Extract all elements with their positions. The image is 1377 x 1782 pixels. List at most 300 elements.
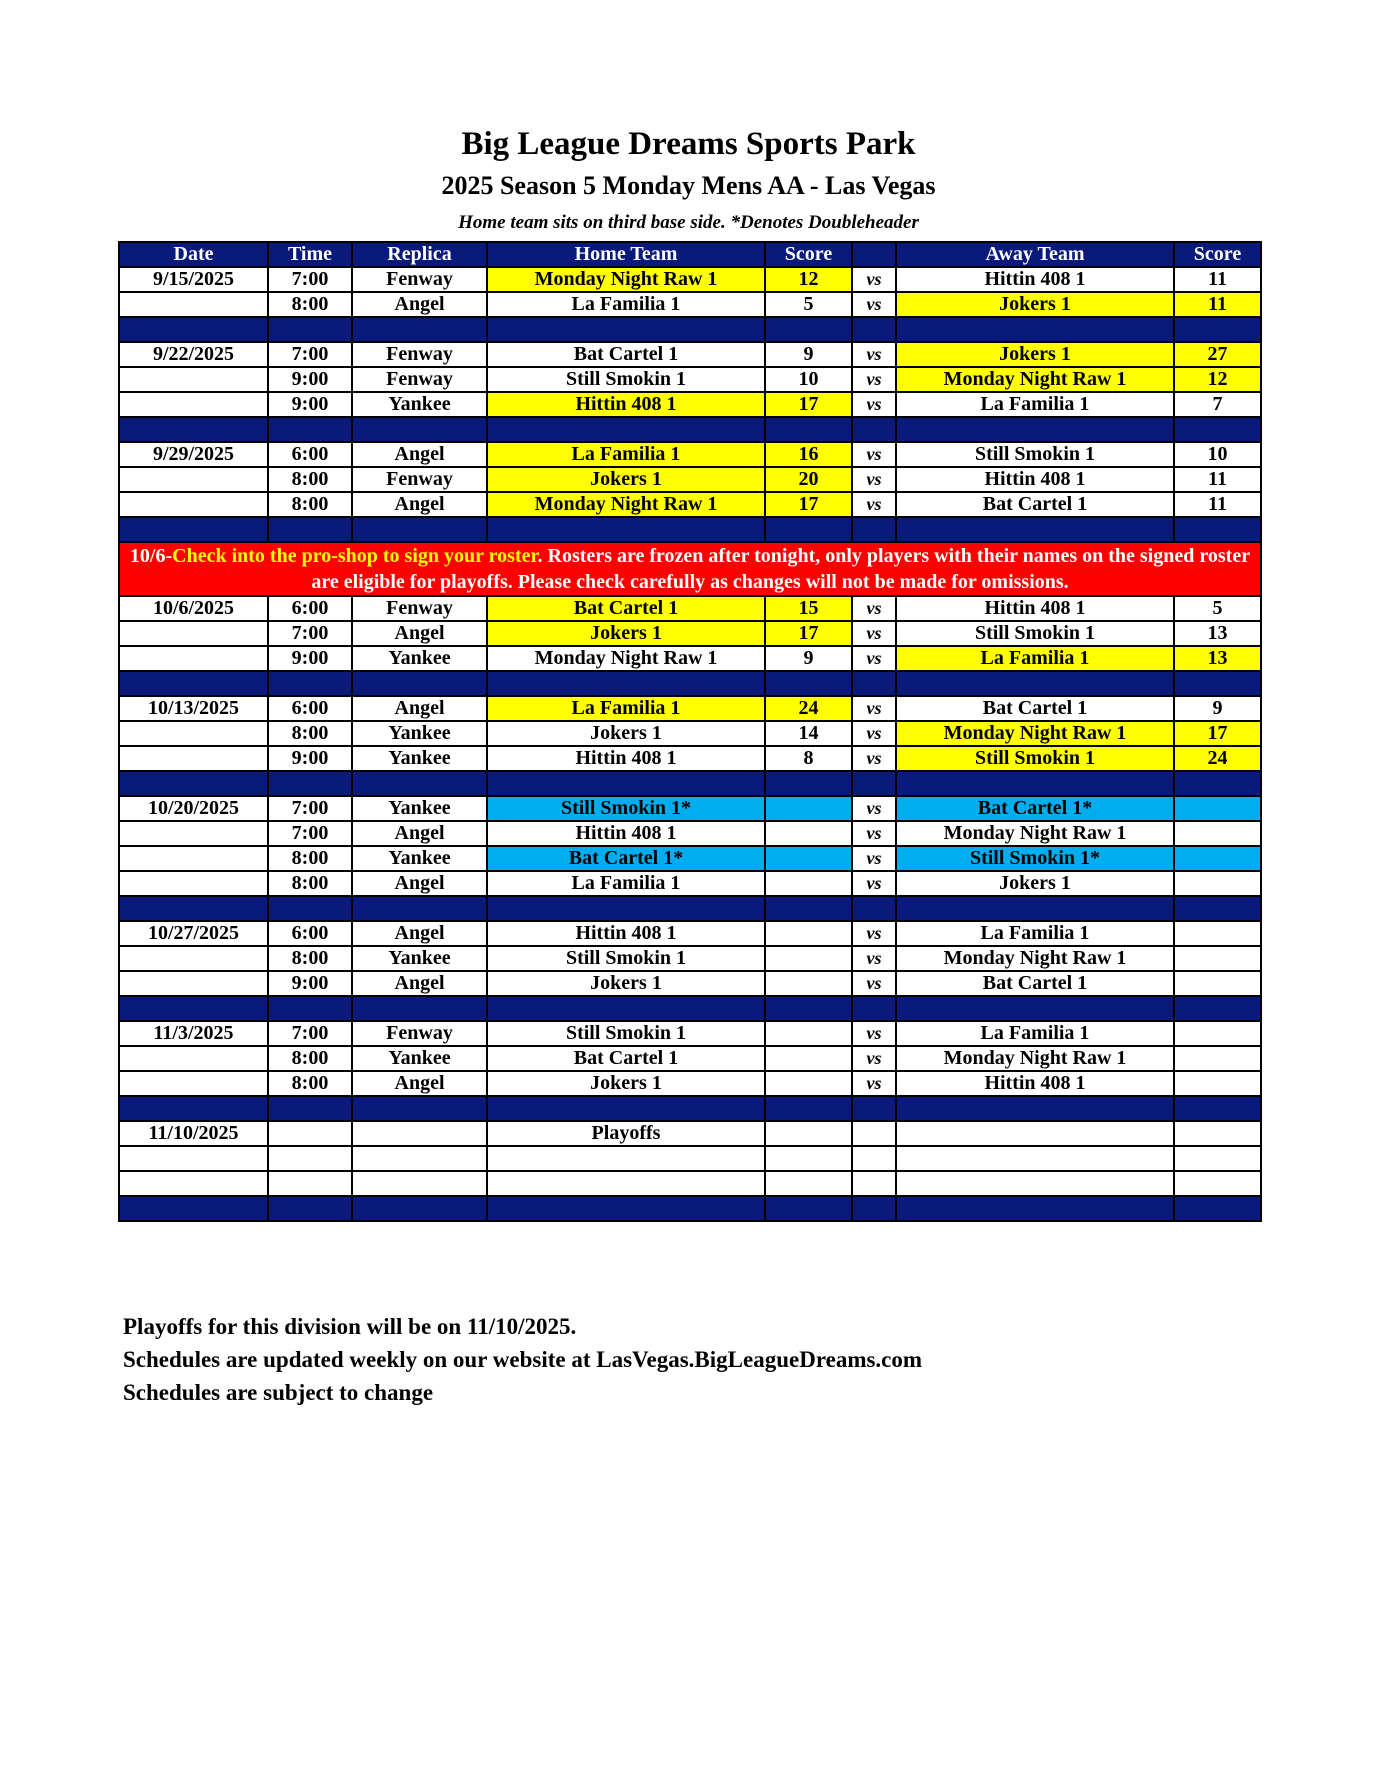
- separator-cell: [268, 317, 352, 342]
- date-cell: [119, 846, 268, 871]
- date-cell: [119, 1171, 268, 1196]
- separator-cell: [852, 896, 896, 921]
- vs-cell: vs: [852, 492, 896, 517]
- home-score-cell: 8: [765, 746, 852, 771]
- vs-cell: vs: [852, 971, 896, 996]
- game-row: [119, 442, 1261, 467]
- home-score-cell: 9: [765, 342, 852, 367]
- time-cell: [268, 1171, 352, 1196]
- away-team-cell: [896, 1121, 1174, 1146]
- away-team-cell: Monday Night Raw 1: [896, 1046, 1174, 1071]
- separator-row: [119, 771, 1261, 796]
- time-cell: 8:00: [268, 871, 352, 896]
- replica-cell: Angel: [352, 492, 487, 517]
- notice-text: . Rosters are frozen after tonight, only players with their names on the signed roster are eligible for playoffs. Please check carefully as changes will not be made for omissions.: [311, 545, 1251, 593]
- date-cell: [119, 292, 268, 317]
- replica-cell: Angel: [352, 821, 487, 846]
- date-cell: [119, 492, 268, 517]
- vs-cell: vs: [852, 1071, 896, 1096]
- away-team-cell: Bat Cartel 1*: [896, 796, 1174, 821]
- time-cell: 8:00: [268, 946, 352, 971]
- game-row: [119, 721, 1261, 746]
- home-score-cell: [765, 796, 852, 821]
- vs-cell: vs: [852, 442, 896, 467]
- vs-cell: vs: [852, 292, 896, 317]
- away-team-cell: [896, 1171, 1174, 1196]
- home-score-cell: 15: [765, 596, 852, 621]
- separator-cell: [896, 1196, 1174, 1221]
- game-row: [119, 596, 1261, 621]
- time-cell: 7:00: [268, 267, 352, 292]
- separator-cell: [765, 317, 852, 342]
- time-cell: 9:00: [268, 646, 352, 671]
- column-header-home-team: Home Team: [487, 242, 765, 267]
- footer-line-playoffs: Playoffs for this division will be on 11/10/2025.: [123, 1314, 577, 1339]
- game-row: [119, 846, 1261, 871]
- game-row: [119, 971, 1261, 996]
- column-header-away-team: Away Team: [896, 242, 1174, 267]
- away-score-cell: 5: [1174, 596, 1261, 621]
- time-cell: 9:00: [268, 367, 352, 392]
- home-score-cell: [765, 946, 852, 971]
- separator-row: [119, 1196, 1261, 1221]
- away-score-cell: [1174, 871, 1261, 896]
- away-team-cell: Monday Night Raw 1: [896, 946, 1174, 971]
- replica-cell: Fenway: [352, 467, 487, 492]
- page-title: Big League Dreams Sports Park: [461, 126, 916, 162]
- separator-cell: [896, 671, 1174, 696]
- schedule-table: [118, 241, 1262, 1222]
- time-cell: 8:00: [268, 467, 352, 492]
- replica-cell: [352, 1121, 487, 1146]
- separator-cell: [119, 996, 268, 1021]
- home-team-cell: Jokers 1: [487, 971, 765, 996]
- home-team-cell: La Familia 1: [487, 871, 765, 896]
- date-cell: [119, 821, 268, 846]
- column-header-time: Time: [268, 242, 352, 267]
- replica-cell: Yankee: [352, 846, 487, 871]
- replica-cell: Angel: [352, 871, 487, 896]
- table-row: [119, 1121, 1261, 1146]
- vs-cell: vs: [852, 646, 896, 671]
- away-score-cell: 9: [1174, 696, 1261, 721]
- home-score-cell: 14: [765, 721, 852, 746]
- vs-cell: vs: [852, 621, 896, 646]
- time-cell: 6:00: [268, 921, 352, 946]
- game-row: [119, 367, 1261, 392]
- time-cell: 6:00: [268, 442, 352, 467]
- away-score-cell: [1174, 1046, 1261, 1071]
- time-cell: 6:00: [268, 696, 352, 721]
- replica-cell: Angel: [352, 621, 487, 646]
- date-cell: [119, 746, 268, 771]
- replica-cell: Fenway: [352, 367, 487, 392]
- table-header-row: [119, 242, 1261, 267]
- game-row: [119, 1021, 1261, 1046]
- separator-cell: [268, 671, 352, 696]
- separator-row: [119, 996, 1261, 1021]
- vs-cell: vs: [852, 342, 896, 367]
- home-team-cell: La Familia 1: [487, 696, 765, 721]
- vs-cell: vs: [852, 846, 896, 871]
- vs-cell: vs: [852, 746, 896, 771]
- vs-cell: vs: [852, 367, 896, 392]
- replica-cell: [352, 1146, 487, 1171]
- home-score-cell: 12: [765, 267, 852, 292]
- replica-cell: Fenway: [352, 342, 487, 367]
- date-cell: 10/6/2025: [119, 596, 268, 621]
- game-row: [119, 646, 1261, 671]
- separator-cell: [765, 1096, 852, 1121]
- separator-cell: [487, 317, 765, 342]
- date-cell: 10/27/2025: [119, 921, 268, 946]
- date-cell: [119, 1046, 268, 1071]
- away-score-cell: 10: [1174, 442, 1261, 467]
- separator-cell: [896, 996, 1174, 1021]
- column-header-replica: Replica: [352, 242, 487, 267]
- separator-cell: [268, 1096, 352, 1121]
- home-team-cell: La Familia 1: [487, 292, 765, 317]
- separator-cell: [119, 1196, 268, 1221]
- away-team-cell: Still Smokin 1: [896, 442, 1174, 467]
- vs-cell: vs: [852, 267, 896, 292]
- time-cell: 8:00: [268, 292, 352, 317]
- column-header-away-score: Score: [1174, 242, 1261, 267]
- vs-cell: vs: [852, 392, 896, 417]
- vs-cell: vs: [852, 821, 896, 846]
- page-note: Home team sits on third base side. *Denotes Doubleheader: [458, 212, 919, 233]
- game-row: [119, 342, 1261, 367]
- separator-cell: [352, 417, 487, 442]
- away-score-cell: 12: [1174, 367, 1261, 392]
- separator-row: [119, 317, 1261, 342]
- home-team-cell: Monday Night Raw 1: [487, 267, 765, 292]
- time-cell: 8:00: [268, 1071, 352, 1096]
- separator-cell: [852, 996, 896, 1021]
- separator-cell: [852, 1096, 896, 1121]
- replica-cell: Angel: [352, 921, 487, 946]
- date-cell: 9/29/2025: [119, 442, 268, 467]
- vs-cell: vs: [852, 1021, 896, 1046]
- home-score-cell: [765, 921, 852, 946]
- away-score-cell: 11: [1174, 267, 1261, 292]
- time-cell: 7:00: [268, 796, 352, 821]
- replica-cell: Angel: [352, 1071, 487, 1096]
- separator-cell: [119, 417, 268, 442]
- separator-row: [119, 896, 1261, 921]
- away-score-cell: 11: [1174, 467, 1261, 492]
- separator-cell: [352, 771, 487, 796]
- away-score-cell: 13: [1174, 646, 1261, 671]
- separator-cell: [852, 771, 896, 796]
- separator-cell: [487, 1196, 765, 1221]
- home-team-cell: Hittin 408 1: [487, 746, 765, 771]
- separator-cell: [765, 417, 852, 442]
- separator-row: [119, 417, 1261, 442]
- replica-cell: Yankee: [352, 721, 487, 746]
- home-score-cell: [765, 1171, 852, 1196]
- home-team-cell: Hittin 408 1: [487, 821, 765, 846]
- away-score-cell: [1174, 846, 1261, 871]
- away-team-cell: La Familia 1: [896, 392, 1174, 417]
- separator-cell: [896, 896, 1174, 921]
- home-score-cell: 10: [765, 367, 852, 392]
- separator-cell: [1174, 996, 1261, 1021]
- replica-cell: Angel: [352, 971, 487, 996]
- replica-cell: Fenway: [352, 267, 487, 292]
- replica-cell: Yankee: [352, 1046, 487, 1071]
- separator-cell: [765, 671, 852, 696]
- separator-cell: [1174, 771, 1261, 796]
- time-cell: 6:00: [268, 596, 352, 621]
- time-cell: 8:00: [268, 492, 352, 517]
- separator-cell: [852, 417, 896, 442]
- home-team-cell: Still Smokin 1*: [487, 796, 765, 821]
- separator-row: [119, 671, 1261, 696]
- away-team-cell: Monday Night Raw 1: [896, 721, 1174, 746]
- away-team-cell: Hittin 408 1: [896, 467, 1174, 492]
- vs-cell: vs: [852, 696, 896, 721]
- away-team-cell: Jokers 1: [896, 342, 1174, 367]
- separator-cell: [852, 1196, 896, 1221]
- home-team-cell: Bat Cartel 1: [487, 342, 765, 367]
- away-team-cell: La Familia 1: [896, 921, 1174, 946]
- separator-cell: [765, 896, 852, 921]
- date-cell: [119, 871, 268, 896]
- home-team-cell: Monday Night Raw 1: [487, 492, 765, 517]
- date-cell: [119, 467, 268, 492]
- date-cell: 9/22/2025: [119, 342, 268, 367]
- away-team-cell: La Familia 1: [896, 1021, 1174, 1046]
- separator-cell: [1174, 417, 1261, 442]
- vs-cell: vs: [852, 1046, 896, 1071]
- replica-cell: [352, 1171, 487, 1196]
- home-score-cell: [765, 846, 852, 871]
- time-cell: 8:00: [268, 721, 352, 746]
- away-team-cell: Hittin 408 1: [896, 267, 1174, 292]
- replica-cell: Angel: [352, 696, 487, 721]
- vs-cell: vs: [852, 796, 896, 821]
- separator-cell: [1174, 317, 1261, 342]
- time-cell: 9:00: [268, 746, 352, 771]
- separator-row: [119, 517, 1261, 542]
- away-score-cell: 24: [1174, 746, 1261, 771]
- separator-cell: [852, 317, 896, 342]
- vs-cell: vs: [852, 467, 896, 492]
- away-score-cell: 13: [1174, 621, 1261, 646]
- home-score-cell: [765, 1046, 852, 1071]
- separator-cell: [352, 896, 487, 921]
- home-team-cell: Still Smokin 1: [487, 946, 765, 971]
- separator-cell: [487, 771, 765, 796]
- home-score-cell: [765, 1021, 852, 1046]
- away-score-cell: 27: [1174, 342, 1261, 367]
- separator-cell: [1174, 517, 1261, 542]
- time-cell: 8:00: [268, 1046, 352, 1071]
- game-row: [119, 696, 1261, 721]
- home-score-cell: 20: [765, 467, 852, 492]
- away-team-cell: Bat Cartel 1: [896, 696, 1174, 721]
- home-score-cell: [765, 971, 852, 996]
- away-team-cell: Still Smokin 1: [896, 621, 1174, 646]
- away-score-cell: [1174, 796, 1261, 821]
- vs-cell: vs: [852, 596, 896, 621]
- home-team-cell: Hittin 408 1: [487, 392, 765, 417]
- away-score-cell: [1174, 1021, 1261, 1046]
- home-team-cell: La Familia 1: [487, 442, 765, 467]
- separator-cell: [852, 671, 896, 696]
- home-team-cell: Bat Cartel 1: [487, 596, 765, 621]
- away-score-cell: [1174, 971, 1261, 996]
- column-header-date: Date: [119, 242, 268, 267]
- home-team-cell: Still Smokin 1: [487, 367, 765, 392]
- away-team-cell: [896, 1146, 1174, 1171]
- separator-cell: [268, 1196, 352, 1221]
- away-team-cell: Bat Cartel 1: [896, 971, 1174, 996]
- notice-prefix: 10/6-: [129, 545, 173, 567]
- date-cell: 11/10/2025: [119, 1121, 268, 1146]
- separator-row: [119, 1096, 1261, 1121]
- game-row: [119, 267, 1261, 292]
- game-row: [119, 1071, 1261, 1096]
- time-cell: 7:00: [268, 821, 352, 846]
- replica-cell: Yankee: [352, 746, 487, 771]
- separator-cell: [1174, 671, 1261, 696]
- replica-cell: Yankee: [352, 796, 487, 821]
- game-row: [119, 467, 1261, 492]
- separator-cell: [268, 517, 352, 542]
- home-score-cell: 24: [765, 696, 852, 721]
- away-score-cell: 7: [1174, 392, 1261, 417]
- vs-cell: vs: [852, 946, 896, 971]
- separator-cell: [268, 417, 352, 442]
- away-team-cell: Monday Night Raw 1: [896, 821, 1174, 846]
- home-score-cell: 17: [765, 492, 852, 517]
- separator-cell: [896, 517, 1174, 542]
- away-score-cell: [1174, 1171, 1261, 1196]
- date-cell: [119, 646, 268, 671]
- separator-cell: [119, 671, 268, 696]
- separator-cell: [119, 317, 268, 342]
- notice-highlight: Check into the pro-shop to sign your roster: [172, 545, 538, 567]
- vs-cell: [852, 1171, 896, 1196]
- separator-cell: [487, 1096, 765, 1121]
- separator-cell: [352, 1096, 487, 1121]
- footer-notes: [123, 1310, 922, 1409]
- away-team-cell: La Familia 1: [896, 646, 1174, 671]
- away-team-cell: Monday Night Raw 1: [896, 367, 1174, 392]
- separator-cell: [268, 996, 352, 1021]
- table-row: [119, 1171, 1261, 1196]
- separator-cell: [119, 1096, 268, 1121]
- date-cell: [119, 721, 268, 746]
- time-cell: 8:00: [268, 846, 352, 871]
- home-score-cell: [765, 1146, 852, 1171]
- separator-cell: [352, 517, 487, 542]
- separator-cell: [896, 771, 1174, 796]
- vs-cell: [852, 1146, 896, 1171]
- date-cell: [119, 946, 268, 971]
- replica-cell: Angel: [352, 292, 487, 317]
- footer-line-disclaimer: Schedules are subject to change: [123, 1380, 434, 1405]
- date-cell: 11/3/2025: [119, 1021, 268, 1046]
- game-row: [119, 392, 1261, 417]
- game-row: [119, 292, 1261, 317]
- date-cell: 9/15/2025: [119, 267, 268, 292]
- home-score-cell: 5: [765, 292, 852, 317]
- game-row: [119, 871, 1261, 896]
- column-header-home-score: Score: [765, 242, 852, 267]
- separator-cell: [487, 517, 765, 542]
- separator-cell: [352, 317, 487, 342]
- date-cell: [119, 392, 268, 417]
- game-row: [119, 1046, 1261, 1071]
- replica-cell: Angel: [352, 442, 487, 467]
- home-team-cell: Playoffs: [487, 1121, 765, 1146]
- separator-cell: [896, 417, 1174, 442]
- time-cell: [268, 1121, 352, 1146]
- away-team-cell: Jokers 1: [896, 292, 1174, 317]
- replica-cell: Yankee: [352, 946, 487, 971]
- separator-cell: [765, 771, 852, 796]
- replica-cell: Yankee: [352, 646, 487, 671]
- home-team-cell: Bat Cartel 1: [487, 1046, 765, 1071]
- separator-cell: [896, 1096, 1174, 1121]
- away-score-cell: [1174, 1121, 1261, 1146]
- separator-cell: [119, 896, 268, 921]
- home-team-cell: Hittin 408 1: [487, 921, 765, 946]
- column-header-vs: [852, 242, 896, 267]
- separator-cell: [352, 996, 487, 1021]
- home-score-cell: [765, 871, 852, 896]
- time-cell: 9:00: [268, 971, 352, 996]
- replica-cell: Yankee: [352, 392, 487, 417]
- date-cell: 10/20/2025: [119, 796, 268, 821]
- away-score-cell: 11: [1174, 492, 1261, 517]
- separator-cell: [852, 517, 896, 542]
- time-cell: 7:00: [268, 1021, 352, 1046]
- separator-cell: [487, 996, 765, 1021]
- game-row: [119, 921, 1261, 946]
- date-cell: [119, 367, 268, 392]
- time-cell: 7:00: [268, 342, 352, 367]
- separator-cell: [1174, 1096, 1261, 1121]
- date-cell: [119, 971, 268, 996]
- replica-cell: Fenway: [352, 596, 487, 621]
- home-team-cell: Jokers 1: [487, 621, 765, 646]
- away-score-cell: [1174, 1071, 1261, 1096]
- home-team-cell: [487, 1146, 765, 1171]
- separator-cell: [896, 317, 1174, 342]
- time-cell: 7:00: [268, 621, 352, 646]
- roster-notice: [119, 542, 1261, 596]
- date-cell: [119, 1146, 268, 1171]
- vs-cell: vs: [852, 921, 896, 946]
- away-score-cell: 17: [1174, 721, 1261, 746]
- separator-cell: [352, 1196, 487, 1221]
- home-score-cell: 17: [765, 621, 852, 646]
- away-score-cell: [1174, 1146, 1261, 1171]
- vs-cell: [852, 1121, 896, 1146]
- away-score-cell: [1174, 821, 1261, 846]
- separator-cell: [487, 896, 765, 921]
- separator-cell: [268, 771, 352, 796]
- home-score-cell: 16: [765, 442, 852, 467]
- away-team-cell: Still Smokin 1*: [896, 846, 1174, 871]
- roster-notice-row: [119, 542, 1261, 596]
- game-row: [119, 821, 1261, 846]
- home-team-cell: Bat Cartel 1*: [487, 846, 765, 871]
